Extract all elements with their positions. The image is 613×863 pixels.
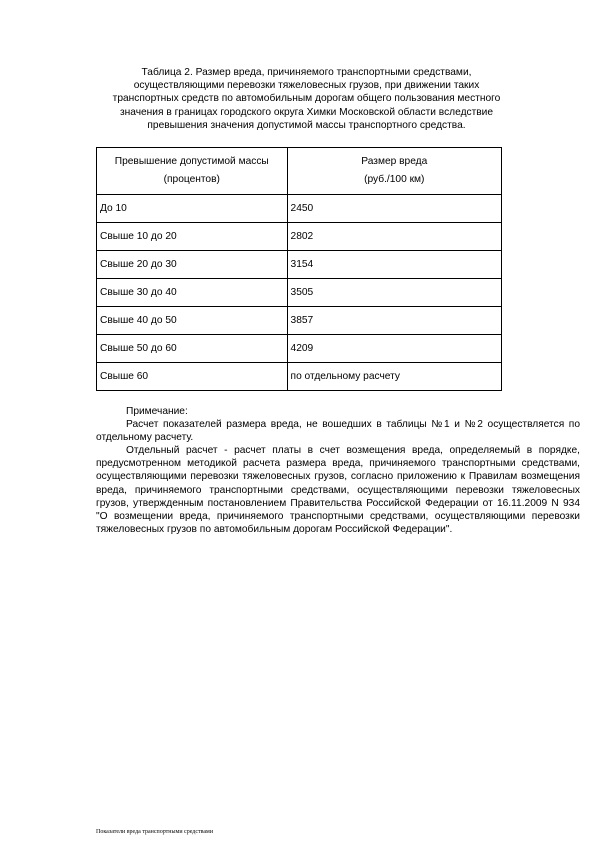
- cell-damage: 4209: [287, 335, 501, 363]
- table-row: [97, 223, 502, 251]
- cell-damage: по отдельному расчету: [287, 363, 501, 391]
- cell-damage: 3154: [287, 251, 501, 279]
- note-section: [96, 405, 580, 536]
- page-footer: Показатели вреда транспортными средствами: [96, 829, 214, 835]
- table-row: [97, 335, 502, 363]
- note-heading: Примечание:: [126, 406, 188, 417]
- column-header-damage-line1: Размер вреда: [361, 156, 428, 167]
- cell-damage: 2450: [287, 195, 501, 223]
- cell-damage: 3505: [287, 279, 501, 307]
- cell-excess: До 10: [97, 195, 288, 223]
- cell-excess: Свыше 50 до 60: [97, 335, 288, 363]
- cell-excess: Свыше 20 до 30: [97, 251, 288, 279]
- cell-excess: Свыше 10 до 20: [97, 223, 288, 251]
- column-header-excess-line1: Превышение допустимой массы: [114, 156, 269, 167]
- note-paragraph-2: Отдельный расчет - расчет платы в счет возмещения вреда, определяемый в порядке, предусмотренном методикой расчета размера вреда, причиняемого транспортными средствами, осуществляющими перевозки тяжеловесных грузов, согласно приложению к Правилам возмещения вреда, причиняемого транспортными средствами, осуществляющими перевозки тяжеловесных грузов, утвержденным постановлением Правительства Российской Федерации от 16.11.2009 N 934 "О возмещении вреда, причиняемого транспортными средствами, осуществляющими перевозки тяжеловесных грузов по автомобильным дорогам Российской Федерации".: [96, 445, 580, 535]
- table-caption: Таблица 2. Размер вреда, причиняемого транспортными средствами, осуществляющими перевозки тяжеловесных грузов, при движении таких транспортных средств по автомобильным дорогам общего пользования местного значения в границах городского округа Химки Московской области вследствие превышения значения допустимой массы транспортного средства.: [112, 67, 501, 131]
- column-header-damage-line2: (руб./100 км): [364, 174, 425, 185]
- cell-excess: Свыше 40 до 50: [97, 307, 288, 335]
- note-paragraph-1: Расчет показателей размера вреда, не вошедших в таблицы №1 и №2 осуществляется по отдельному расчету.: [96, 419, 580, 444]
- table-row: [97, 279, 502, 307]
- column-header-excess: [97, 148, 288, 195]
- cell-damage: 3857: [287, 307, 501, 335]
- cell-excess: Свыше 60: [97, 363, 288, 391]
- table-header-row: [97, 148, 502, 195]
- column-header-excess-line2: (процентов): [163, 174, 220, 185]
- table-row: [97, 251, 502, 279]
- cell-excess: Свыше 30 до 40: [97, 279, 288, 307]
- table-row: [97, 195, 502, 223]
- column-header-damage: [287, 148, 501, 195]
- table-row: [97, 363, 502, 391]
- cell-damage: 2802: [287, 223, 501, 251]
- damage-table: [96, 147, 502, 391]
- table-row: [97, 307, 502, 335]
